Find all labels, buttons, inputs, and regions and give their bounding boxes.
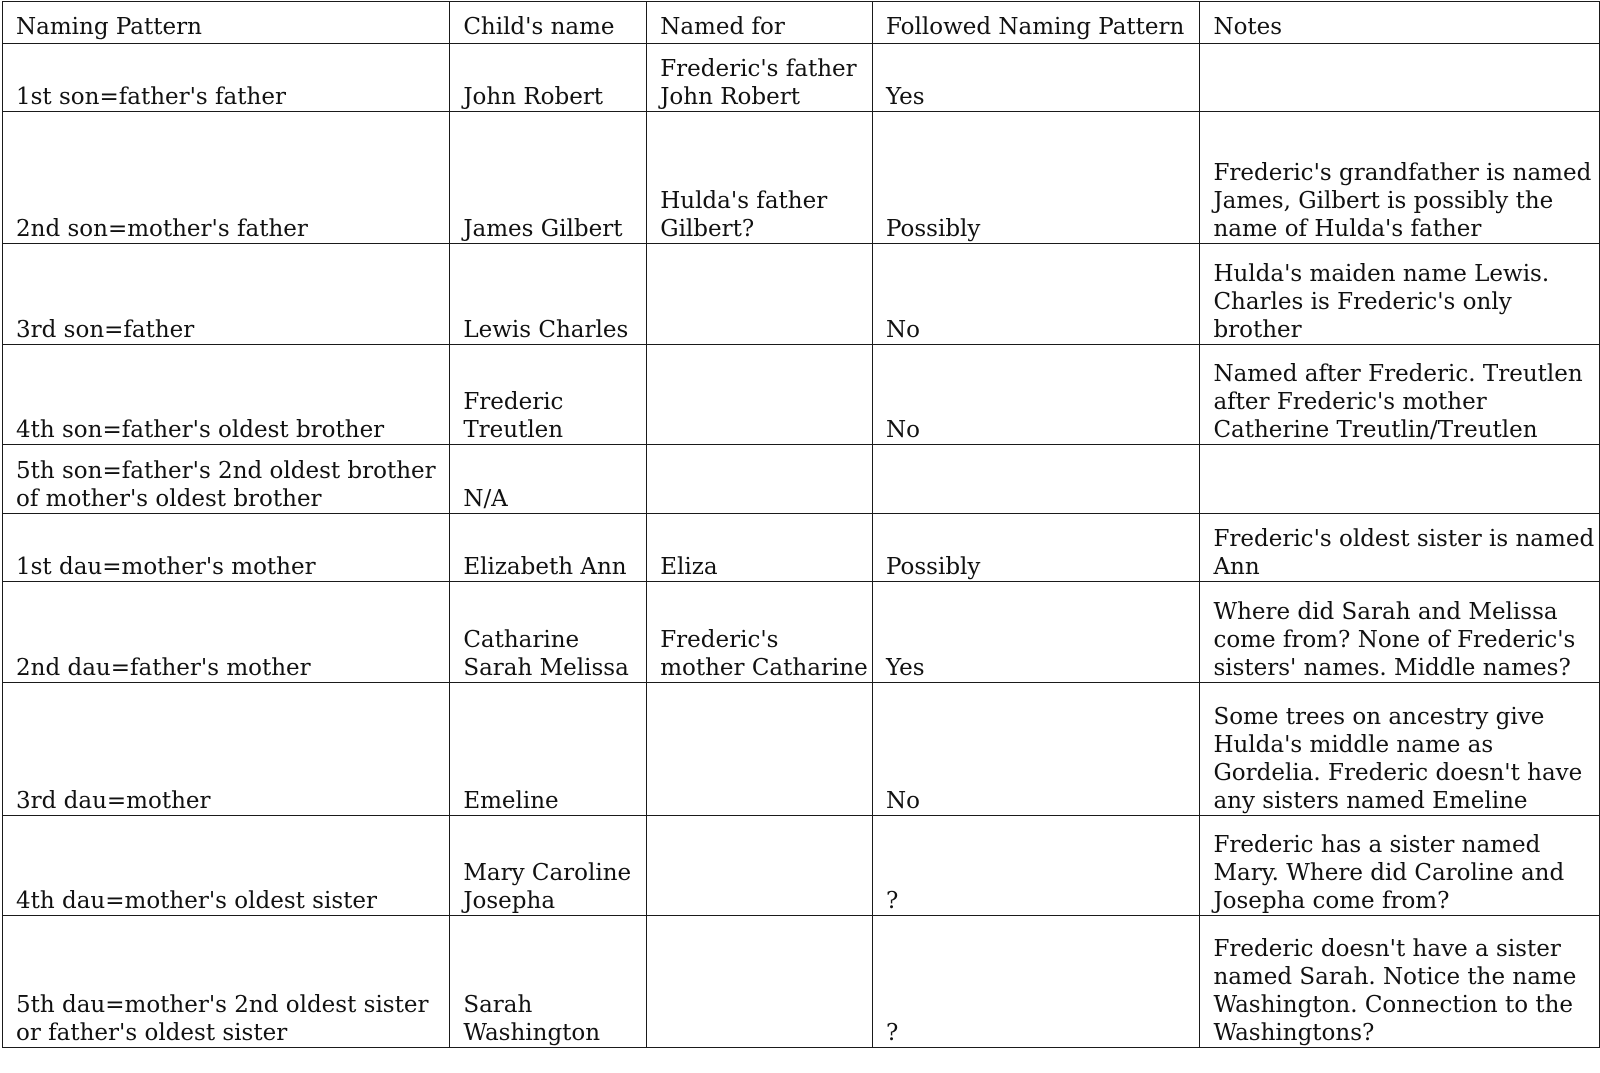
child-name-cell: Sarah Washington bbox=[450, 916, 647, 1048]
pattern-cell: 2nd son=mother's father bbox=[3, 112, 450, 244]
followed-cell: No bbox=[872, 244, 1199, 345]
notes-cell: Frederic's grandfather is named James, Gilbert is possibly the name of Hulda's father bbox=[1200, 112, 1600, 244]
table-row bbox=[3, 445, 1600, 514]
naming-pattern-table bbox=[2, 1, 1600, 1048]
named-for-cell bbox=[647, 345, 873, 445]
table-row bbox=[3, 244, 1600, 345]
named-for-cell bbox=[647, 445, 873, 514]
followed-cell: No bbox=[872, 683, 1199, 816]
pattern-cell: 4th dau=mother's oldest sister bbox=[3, 816, 450, 916]
notes-cell: Frederic doesn't have a sister named Sarah. Notice the name Washington. Connection to the Washingtons? bbox=[1200, 916, 1600, 1048]
header-cell-followed-pattern: Followed Naming Pattern bbox=[872, 2, 1199, 44]
child-name-cell: Catharine Sarah Melissa bbox=[450, 582, 647, 683]
header-cell-notes: Notes bbox=[1200, 2, 1600, 44]
header-row bbox=[3, 2, 1600, 44]
named-for-cell bbox=[647, 244, 873, 345]
child-name-cell: Emeline bbox=[450, 683, 647, 816]
table-row bbox=[3, 345, 1600, 445]
notes-cell: Where did Sarah and Melissa come from? None of Frederic's sisters' names. Middle names? bbox=[1200, 582, 1600, 683]
pattern-cell: 2nd dau=father's mother bbox=[3, 582, 450, 683]
header-cell-naming-pattern: Naming Pattern bbox=[3, 2, 450, 44]
notes-cell: Frederic's oldest sister is named Ann bbox=[1200, 514, 1600, 582]
child-name-cell: Frederic Treutlen bbox=[450, 345, 647, 445]
table-row bbox=[3, 112, 1600, 244]
named-for-cell bbox=[647, 816, 873, 916]
notes-cell: Hulda's maiden name Lewis. Charles is Frederic's only brother bbox=[1200, 244, 1600, 345]
notes-cell: Named after Frederic. Treutlen after Frederic's mother Catherine Treutlin/Treutlen bbox=[1200, 345, 1600, 445]
pattern-cell: 5th son=father's 2nd oldest brother of mother's oldest brother bbox=[3, 445, 450, 514]
pattern-cell: 5th dau=mother's 2nd oldest sister or father's oldest sister bbox=[3, 916, 450, 1048]
header-cell-childs-name: Child's name bbox=[450, 2, 647, 44]
pattern-cell: 1st son=father's father bbox=[3, 44, 450, 112]
followed-cell: Yes bbox=[872, 44, 1199, 112]
notes-cell: Frederic has a sister named Mary. Where did Caroline and Josepha come from? bbox=[1200, 816, 1600, 916]
child-name-cell: Mary Caroline Josepha bbox=[450, 816, 647, 916]
table-row bbox=[3, 514, 1600, 582]
named-for-cell bbox=[647, 916, 873, 1048]
notes-cell: Some trees on ancestry give Hulda's middle name as Gordelia. Frederic doesn't have any sisters named Emeline bbox=[1200, 683, 1600, 816]
followed-cell bbox=[872, 445, 1199, 514]
header-cell-named-for: Named for bbox=[647, 2, 873, 44]
child-name-cell: N/A bbox=[450, 445, 647, 514]
named-for-cell: Frederic's mother Catharine bbox=[647, 582, 873, 683]
pattern-cell: 4th son=father's oldest brother bbox=[3, 345, 450, 445]
named-for-cell: Eliza bbox=[647, 514, 873, 582]
named-for-cell bbox=[647, 683, 873, 816]
followed-cell: Possibly bbox=[872, 514, 1199, 582]
pattern-cell: 3rd dau=mother bbox=[3, 683, 450, 816]
child-name-cell: Elizabeth Ann bbox=[450, 514, 647, 582]
named-for-cell: Frederic's father John Robert bbox=[647, 44, 873, 112]
child-name-cell: Lewis Charles bbox=[450, 244, 647, 345]
followed-cell: ? bbox=[872, 916, 1199, 1048]
pattern-cell: 3rd son=father bbox=[3, 244, 450, 345]
table-row bbox=[3, 816, 1600, 916]
child-name-cell: James Gilbert bbox=[450, 112, 647, 244]
named-for-cell: Hulda's father Gilbert? bbox=[647, 112, 873, 244]
pattern-cell: 1st dau=mother's mother bbox=[3, 514, 450, 582]
followed-cell: ? bbox=[872, 816, 1199, 916]
table-row bbox=[3, 44, 1600, 112]
child-name-cell: John Robert bbox=[450, 44, 647, 112]
followed-cell: Yes bbox=[872, 582, 1199, 683]
followed-cell: No bbox=[872, 345, 1199, 445]
followed-cell: Possibly bbox=[872, 112, 1199, 244]
notes-cell bbox=[1200, 445, 1600, 514]
table-row bbox=[3, 683, 1600, 816]
notes-cell bbox=[1200, 44, 1600, 112]
table-row bbox=[3, 916, 1600, 1048]
table-row bbox=[3, 582, 1600, 683]
